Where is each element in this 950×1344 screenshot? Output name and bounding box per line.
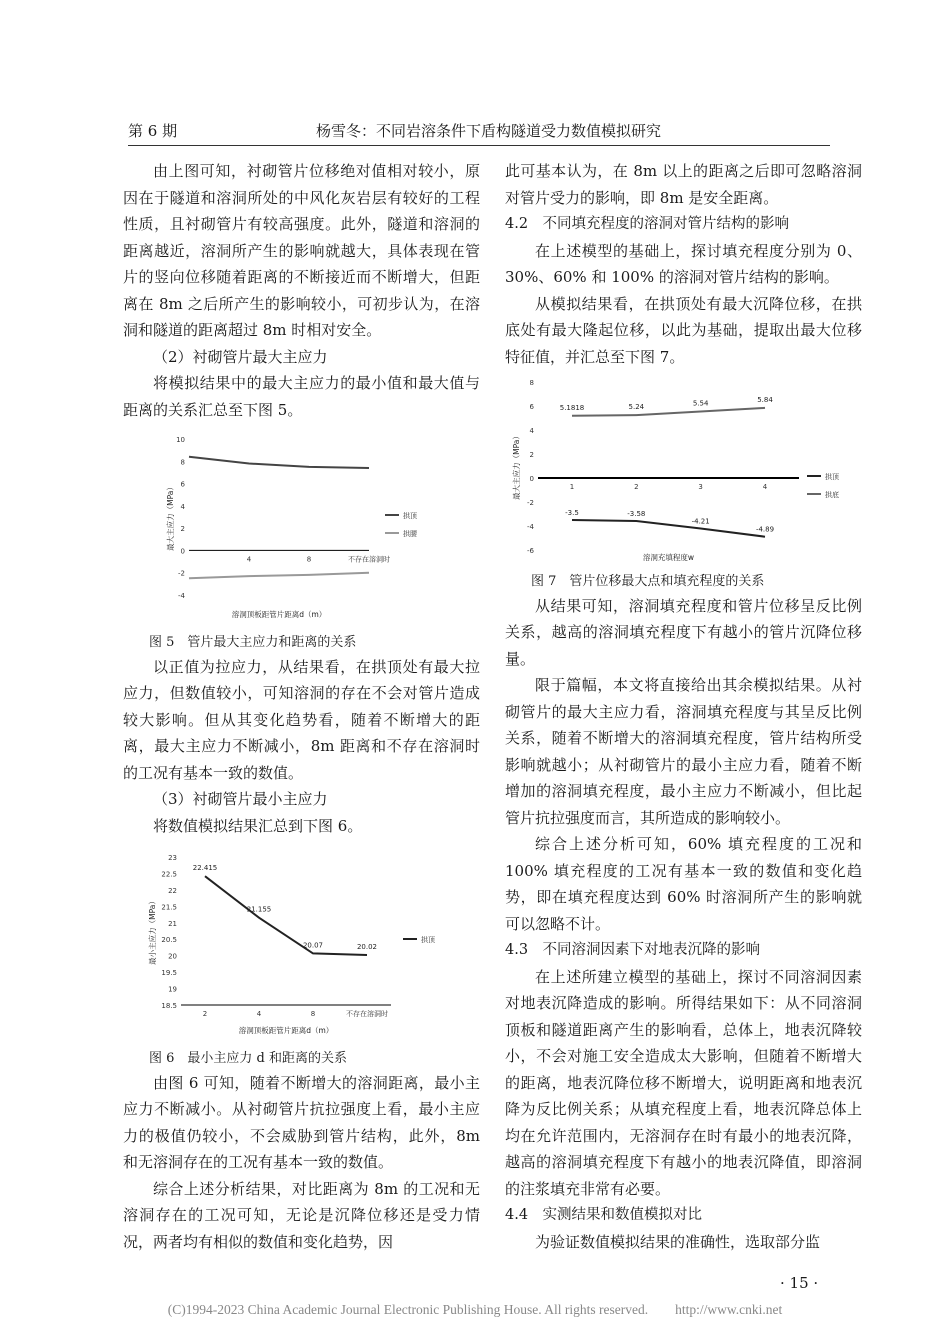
data-label: 5.1818 — [559, 403, 585, 412]
paragraph: 综合上述分析结果，对比距离为 8m 的工况和无溶洞存在的工况可知，无论是沉降位移还是受力情况，两者均有相似的数值和变化趋势，因 — [123, 1179, 480, 1251]
paragraph: 在上述所建立模型的基础上，探讨不同溶洞因素对地表沉降造成的影响。所得结果如下：从不同溶洞顶板和隧道距离产生的影响看，总体上，地表沉降较小，不会对施工安全造成太大影响，但随着不断增大的距离，地表沉降位移不断增大，说明距离和地表沉降为反比例关系；从填充程度上看，地表沉降总体上均在允许范围内，无溶洞存在时有最小的地表沉降，越高的溶洞填充程度下有越小的地表沉降值，即溶洞的注浆填充非常有必要。 — [505, 967, 862, 1198]
subsection-heading: （2）衬砌管片最大主应力 — [153, 347, 328, 366]
y-tick-label: 2 — [529, 451, 534, 459]
fig5-chart — [123, 427, 480, 623]
y-tick-label: -6 — [527, 547, 534, 555]
y-tick-label: 10 — [176, 436, 185, 444]
x-tick-label: 3 — [698, 483, 703, 491]
data-label: 5.84 — [757, 395, 773, 404]
data-label: 20.02 — [356, 943, 378, 952]
data-label: -4.89 — [755, 525, 775, 534]
paragraph: 在上述模型的基础上，探讨填充程度分别为 0、30%、60% 和 100% 的溶洞对管片结构的影响。 — [505, 241, 862, 286]
paragraph: 综合上述分析可知，60% 填充程度的工况和 100% 填充程度的工况有基本一致的数值和变化趋势，即在填充程度达到 60% 时溶洞所产生的影响就可以忽略不计。 — [505, 835, 862, 933]
figure-caption: 图 6 最小主应力 d 和距离的关系 — [149, 1050, 347, 1066]
legend-label: 拱顶 — [421, 936, 435, 944]
y-tick-label: 23 — [168, 854, 177, 862]
data-label: 20.07 — [302, 941, 324, 950]
data-label: -3.5 — [565, 509, 579, 517]
section-heading: 4.3 不同溶洞因素下对地表沉降的影响 — [505, 942, 761, 958]
figure-caption: 图 5 管片最大主应力和距离的关系 — [149, 634, 357, 650]
paragraph: 以正值为拉应力，从结果看，在拱顶处有最大拉应力，但数值较小，可知溶洞的存在不会对管片造成较大影响。但从其变化趋势看，随着不断增大的距离，最大主应力不断减小，8m 距离和不存在溶洞时的工况有基本一致的数值。 — [123, 657, 480, 782]
page-number: · 15 · — [780, 1274, 819, 1292]
paragraph: 由图 6 可知，随着不断增大的溶洞距离，最小主应力不断减小。从衬砌管片抗拉强度上看，最小主应力的极值仍较小，不会威胁到管片结构，此外，8m 和无溶洞存在的工况有基本一致的数值。 — [123, 1073, 480, 1171]
y-tick-label: -2 — [527, 499, 534, 507]
figure-5 — [123, 427, 480, 632]
y-tick-label: 22 — [168, 886, 177, 895]
running-title: 杨雪冬：不同岩溶条件下盾构隧道受力数值模拟研究 — [316, 122, 662, 140]
x-tick-label: 4 — [246, 555, 252, 564]
series-line-拱顶 — [205, 876, 367, 955]
legend-label: 拱顶 — [825, 473, 839, 481]
data-label: -3.58 — [627, 509, 646, 518]
legend-label: 拱底 — [825, 491, 839, 499]
x-axis-title: 溶洞充填程度w — [642, 553, 695, 562]
subsection-heading: （3）衬砌管片最小主应力 — [153, 790, 328, 808]
y-tick-label: 19 — [168, 985, 177, 994]
header-rule — [128, 145, 830, 146]
issue-number: 第 6 期 — [128, 122, 178, 140]
y-tick-label: 8 — [180, 458, 185, 467]
series-line-拱顶 — [189, 457, 369, 468]
series-line-拱底 — [572, 408, 765, 416]
x-tick-label: 8 — [310, 1010, 316, 1018]
y-tick-label: 0 — [529, 475, 534, 483]
paragraph: 从结果可知，溶洞填充程度和管片位移呈反比例关系，越高的溶洞填充程度下有越小的管片沉降位移量。 — [505, 596, 862, 668]
figure-caption: 图 7 管片位移最大点和填充程度的关系 — [531, 573, 765, 589]
y-axis-title: 最小主应力（MPa） — [148, 897, 157, 965]
x-tick-label: 8 — [306, 555, 312, 564]
y-tick-label: 6 — [180, 480, 185, 489]
figure-7 — [505, 374, 862, 571]
x-tick-label: 不存在溶洞时 — [346, 1010, 388, 1018]
y-tick-label: -4 — [178, 592, 185, 600]
paragraph: 将数值模拟结果汇总到下图 6。 — [153, 816, 363, 835]
y-tick-label: -4 — [527, 523, 534, 531]
y-tick-label: 21 — [168, 919, 177, 928]
paragraph: 限于篇幅，本文将直接给出其余模拟结果。从衬砌管片的最大主应力看，溶洞填充程度与其呈反比例关系，随着不断增大的溶洞填充程度，管片结构所受影响就越小；从衬砌管片的最小主应力看，随着不断增加的溶洞填充程度，最小主应力不断减小，但比起管片抗拉强度而言，其所造成的影响较小。 — [505, 676, 862, 827]
y-tick-label: 2 — [180, 525, 185, 534]
x-tick-label: 4 — [256, 1010, 262, 1018]
series-line-拱腰 — [189, 573, 369, 579]
legend-label: 拱腰 — [403, 530, 417, 538]
series-line-拱顶 — [572, 517, 765, 537]
x-tick-label: 4 — [762, 483, 768, 491]
figure-6 — [123, 843, 480, 1048]
data-label: 22.415 — [192, 864, 218, 873]
y-tick-label: 20.5 — [161, 936, 177, 945]
data-label: 21.155 — [246, 905, 272, 914]
y-tick-label: 4 — [180, 502, 185, 511]
y-tick-label: 18.5 — [161, 1002, 177, 1010]
y-tick-label: -2 — [178, 569, 185, 578]
legend-label: 拱顶 — [403, 512, 417, 520]
x-tick-label: 2 — [202, 1010, 208, 1018]
section-heading: 4.4 实测结果和数值模拟对比 — [505, 1207, 703, 1223]
fig7-chart — [505, 374, 862, 562]
paragraph: 从模拟结果看，在拱顶处有最大沉降位移，在拱底处有最大隆起位移，以此为基础，提取出最大位移特征值，并汇总至下图 7。 — [505, 294, 862, 366]
fig6-chart — [123, 843, 480, 1039]
data-label: 5.24 — [628, 403, 645, 412]
paragraph: 由上图可知，衬砌管片位移绝对值相对较小，原因在于隧道和溶洞所处的中风化灰岩层有较好的工程性质，且衬砌管片有较高强度。此外，隧道和溶洞的距离越近，溶洞所产生的影响就越大，具体表现在管片的竖向位移随着距离的不断接近而不断增大，但距离在 8m 之后所产生的影响较小，可初步认为，在溶洞和隧道的距离超过 8m 时相对安全。 — [123, 162, 480, 339]
copyright-footer: (C)1994-2023 China Academic Journal Electronic Publishing House. All rights reserved. http://www.cnki.net — [167, 1302, 783, 1317]
y-tick-label: 21.5 — [161, 903, 177, 912]
paragraph: 将模拟结果中的最大主应力的最小值和最大值与距离的关系汇总至下图 5。 — [123, 374, 480, 419]
data-label: -4.21 — [691, 517, 710, 526]
paragraph: 为验证数值模拟结果的准确性，选取部分监 — [535, 1232, 821, 1251]
y-axis-title: 最大主应力（MPa） — [512, 432, 521, 500]
y-tick-label: 22.5 — [161, 870, 177, 879]
y-tick-label: 20 — [168, 952, 177, 961]
right-column — [505, 158, 862, 1255]
left-column — [123, 158, 480, 1255]
data-label: 5.54 — [692, 399, 709, 408]
y-tick-label: 19.5 — [161, 969, 177, 978]
x-axis-title: 溶洞顶板距管片距离d（m） — [238, 1026, 334, 1035]
x-axis-title: 溶洞顶板距管片距离d（m） — [231, 610, 327, 619]
y-axis-title: 最大主应力（MPa） — [166, 483, 175, 551]
running-header — [128, 120, 830, 142]
paragraph: 此可基本认为，在 8m 以上的距离之后即可忽略溶洞对管片受力的影响，即 8m 是安全距离。 — [505, 162, 862, 207]
y-tick-label: 6 — [529, 403, 534, 411]
y-tick-label: 0 — [180, 547, 185, 556]
x-tick-label: 2 — [634, 483, 639, 491]
y-tick-label: 4 — [529, 427, 534, 435]
x-tick-label: 不存在溶洞时 — [348, 555, 390, 564]
section-heading: 4.2 不同填充程度的溶洞对管片结构的影响 — [505, 216, 790, 232]
y-tick-label: 8 — [529, 379, 534, 387]
x-tick-label: 1 — [569, 483, 575, 491]
